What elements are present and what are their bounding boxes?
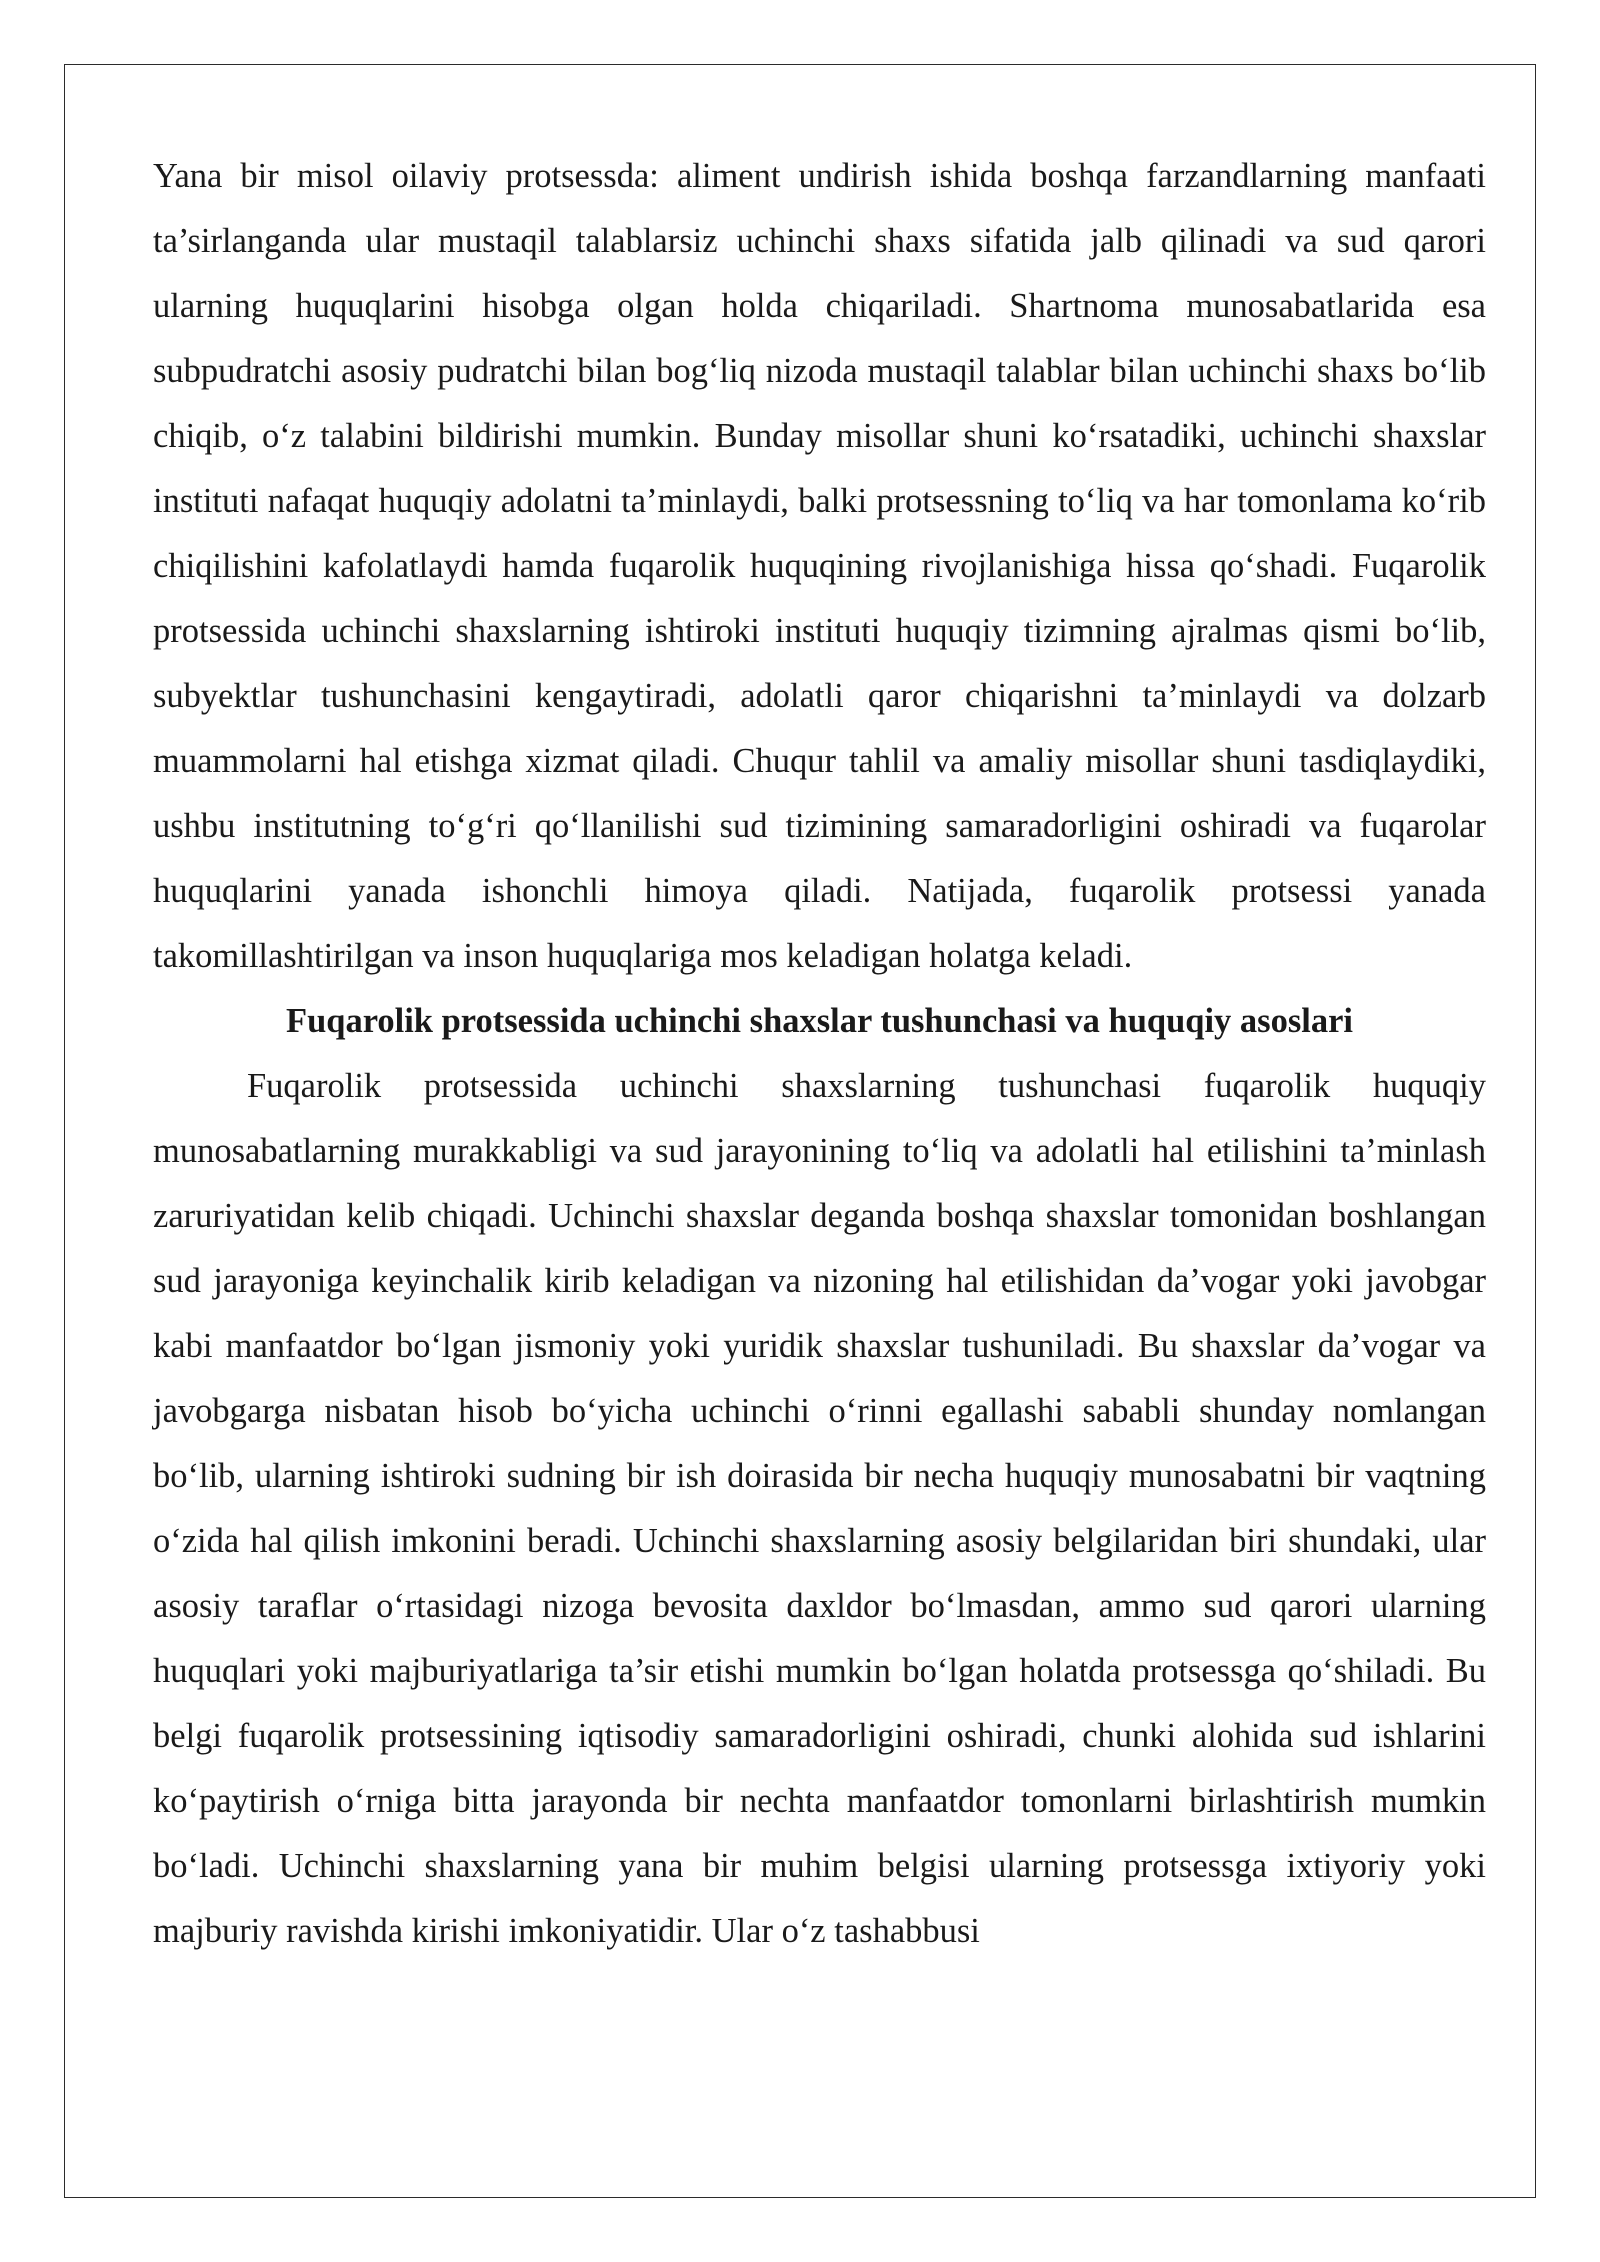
body-paragraph-1: Yana bir misol oilaviy protsessda: aliment undirish ishida boshqa farzandlarning manfaati ta’sirlanganda ular mustaqil talablarsiz uchinchi shaxs sifatida jalb qilinadi va sud qarori ularning huquqlarini hisobga olgan holda chiqariladi. Shartnoma munosabatlarida esa subpudratchi asosiy pudratchi bilan bog‘liq nizoda mustaqil talablar bilan uchinchi shaxs bo‘lib chiqib, o‘z talabini bildirishi mumkin. Bunday misollar shuni ko‘rsatadiki, uchinchi shaxslar instituti nafaqat huquqiy adolatni ta’minlaydi, balki protsessning to‘liq va har tomonlama ko‘rib chiqilishini kafolatlaydi hamda fuqarolik huquqining rivojlanishiga hissa qo‘shadi. Fuqarolik protsessida uchinchi shaxslarning ishtiroki instituti huquqiy tizimning ajralmas qismi bo‘lib, subyektlar tushunchasini kengaytiradi, adolatli qaror chiqarishni ta’minlaydi va dolzarb muammolarni hal etishga xizmat qiladi. Chuqur tahlil va amaliy misollar shuni tasdiqlaydiki, ushbu institutning to‘g‘ri qo‘llanilishi sud tizimining samaradorligini oshiradi va fuqarolar huquqlarini yanada ishonchli himoya qiladi. Natijada, fuqarolik protsessi yanada takomillashtirilgan va inson huquqlariga mos keladigan holatga keladi. [153, 157, 1486, 975]
document-body [153, 144, 1486, 1964]
body-paragraph-2: Fuqarolik protsessida uchinchi shaxslarning tushunchasi fuqarolik huquqiy munosabatlarning murakkabligi va sud jarayonining to‘liq va adolatli hal etilishini ta’minlash zaruriyatidan kelib chiqadi. Uchinchi shaxslar deganda boshqa shaxslar tomonidan boshlangan sud jarayoniga keyinchalik kirib keladigan va nizoning hal etilishidan da’vogar yoki javobgar kabi manfaatdor bo‘lgan jismoniy yoki yuridik shaxslar tushuniladi. Bu shaxslar da’vogar va javobgarga nisbatan hisob bo‘yicha uchinchi o‘rinni egallashi sababli shunday nomlangan bo‘lib, ularning ishtiroki sudning bir ish doirasida bir necha huquqiy munosabatni bir vaqtning o‘zida hal qilish imkonini beradi. Uchinchi shaxslarning asosiy belgilaridan biri shundaki, ular asosiy taraflar o‘rtasidagi nizoga bevosita daxldor bo‘lmasdan, ammo sud qarori ularning huquqlari yoki majburiyatlariga ta’sir etishi mumkin bo‘lgan holatda protsessga qo‘shiladi. Bu belgi fuqarolik protsessining iqtisodiy samaradorligini oshiradi, chunki alohida sud ishlarini ko‘paytirish o‘rniga bitta jarayonda bir nechta manfaatdor tomonlarni birlashtirish mumkin bo‘ladi. Uchinchi shaxslarning yana bir muhim belgisi ularning protsessga ixtiyoriy yoki majburiy ravishda kirishi imkoniyatidir. Ular o‘z tashabbusi [153, 1067, 1486, 1950]
section-heading: Fuqarolik protsessida uchinchi shaxslar tushunchasi va huquqiy asoslari [286, 1002, 1353, 1040]
